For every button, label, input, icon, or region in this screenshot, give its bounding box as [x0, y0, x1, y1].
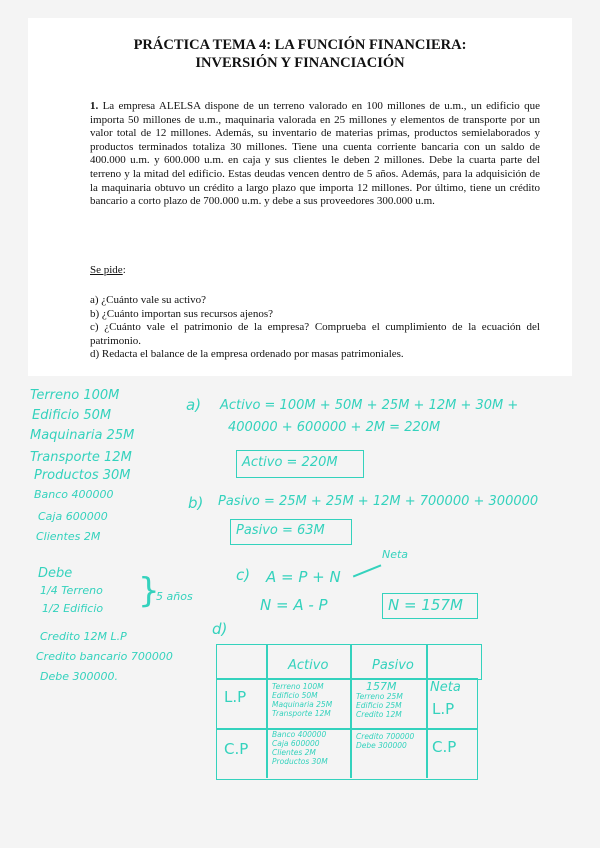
neta-arrow [353, 564, 381, 577]
note-debe-title: Debe [38, 566, 73, 581]
cp-pasivo-1: Credito 700000 [356, 732, 415, 741]
question-d: d) Redacta el balance de la empresa ordenado por masas patrimoniales. [90, 348, 404, 361]
cp-activo-3: Clientes 2M [272, 748, 316, 757]
table-lp-label: L.P [224, 688, 247, 706]
table-neta-lp: L.P [432, 700, 455, 718]
note-asset-5: Productos 30M [34, 468, 131, 483]
cp-pasivo-2: Debe 300000 [356, 741, 407, 750]
table-header-row [216, 644, 482, 680]
note-asset-4: Transporte 12M [30, 450, 132, 465]
cp-activo-4: Productos 30M [272, 757, 328, 766]
se-pide-label: Se pide [90, 264, 123, 276]
lp-activo-2: Edificio 50M [272, 691, 318, 700]
table-head-pasivo: Pasivo [372, 658, 414, 673]
note-credit-2: Credito bancario 700000 [36, 650, 173, 663]
questions-list [90, 294, 540, 362]
cp-activo-2: Caja 600000 [272, 739, 320, 748]
note-b-result: Pasivo = 63M [236, 523, 325, 538]
question-b: b) ¿Cuánto importan sus recursos ajenos? [90, 307, 273, 320]
title-line-2: INVERSIÓN Y FINANCIACIÓN [195, 55, 405, 71]
se-pide-heading [90, 264, 540, 278]
exercise-number: 1. [90, 100, 99, 112]
note-c-result: N = 157M [388, 596, 463, 614]
note-asset-7: Caja 600000 [38, 510, 108, 523]
lp-pasivo-2: Edificio 25M [356, 701, 402, 710]
note-asset-8: Clientes 2M [36, 530, 101, 543]
note-b-eq: Pasivo = 25M + 25M + 12M + 700000 + 300000 [218, 494, 539, 509]
lp-activo-4: Transporte 12M [272, 709, 331, 718]
lp-pasivo-3: Credito 12M [356, 710, 402, 719]
note-debe-item-2: 1/2 Edificio [42, 602, 104, 615]
brace-icon: } [138, 571, 160, 611]
note-asset-2: Edificio 50M [32, 408, 112, 423]
lp-activo-1: Terreno 100M [272, 682, 324, 691]
cp-pasivo-list [356, 732, 414, 750]
question-c: c) ¿Cuánto vale el patrimonio de la empresa? Comprueba el cumplimiento de la ecuación del patrimonio. [90, 321, 540, 347]
note-asset-3: Maquinaria 25M [30, 428, 135, 443]
page-title [28, 36, 572, 72]
note-a-eq1: Activo = 100M + 50M + 25M + 12M + 30M + [220, 398, 519, 413]
question-a: a) ¿Cuánto vale su activo? [90, 294, 207, 306]
note-debe-item-1: 1/4 Terreno [40, 584, 103, 597]
note-debe-term: 5 años [156, 590, 193, 603]
note-a-label: a) [186, 396, 202, 414]
table-head-activo: Activo [288, 658, 329, 673]
lp-activo-list [272, 682, 332, 718]
lp-pasivo-list [356, 692, 403, 719]
lp-pasivo-1: Terreno 25M [356, 692, 403, 701]
note-d-label: d) [212, 620, 228, 638]
table-neta-label: Neta [430, 680, 461, 695]
exercise-statement [90, 100, 540, 209]
note-c-eq1: A = P + N [266, 568, 341, 586]
table-neta-cp: C.P [432, 738, 457, 756]
note-a-eq2: 400000 + 600000 + 2M = 220M [228, 420, 441, 435]
note-credit-3: Debe 300000. [40, 670, 118, 683]
note-c-eq2: N = A - P [260, 596, 328, 614]
exercise-sheet [28, 18, 572, 376]
cp-activo-list [272, 730, 328, 766]
se-pide-colon: : [122, 264, 126, 276]
cp-activo-1: Banco 400000 [272, 730, 327, 739]
title-line-1: PRÁCTICA TEMA 4: LA FUNCIÓN FINANCIERA: [133, 37, 467, 53]
note-a-result: Activo = 220M [242, 455, 338, 470]
note-c-neta: Neta [382, 548, 409, 561]
lp-activo-3: Maquinaria 25M [272, 700, 333, 709]
table-cp-label: C.P [224, 740, 249, 758]
note-asset-1: Terreno 100M [30, 388, 120, 403]
note-b-label: b) [188, 494, 204, 512]
note-credit-1: Credito 12M L.P [40, 630, 127, 643]
note-asset-6: Banco 400000 [34, 488, 114, 501]
statement-text: La empresa ALELSA dispone de un terreno valorado en 100 millones de u.m., un edificio que importa 50 millones de u.m., maquinaria valorada en 25 millones y elementos de transporte por un valor total de 12 millones. Además, su inventario de materias primas, productos semielaborados y productos terminados totaliza 30 millones. Tiene una cuenta corriente bancaria con un saldo de 400.000 u.m. y 600.000 u.m. en caja y sus clientes le deben 2 millones. Debe la cuarta parte del terreno y la mitad del edificio. Estas deudas vencen dentro de 5 años. Además, para la adquisición de la maquinaria obtuvo un crédito a largo plazo que importa 12 millones. Por último, tiene un crédito bancario a corto plazo de 700.000 u.m. y debe a sus proveedores 300.000 u.m. [90, 100, 540, 208]
table-neta-value: 157M [366, 680, 397, 693]
note-c-label: c) [236, 566, 251, 584]
